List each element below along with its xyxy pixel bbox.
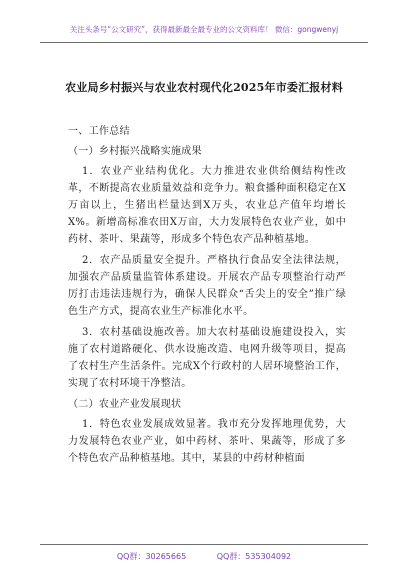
page-footer (40, 544, 368, 562)
section-heading-work-summary: 一、工作总结 (68, 126, 130, 137)
subsection-heading-industry-status: （二）农业产业发展现状 (68, 399, 182, 410)
paragraph-infrastructure: 3．农村基础设施改善。加大农村基础设施建设投入，实施了农村道路硬化、供水设施改造、电网升级等项目，提高了农村生产生活条件。完成X个行政村的人居环境整治工作，实现了农村环境干净整洁。 (68, 327, 346, 389)
footer-qq-group-2: QQ群：535304092 (216, 552, 292, 561)
document-title: 农业局乡村振兴与农业农村现代化2025年市委汇报材料 (65, 81, 343, 94)
document-body (68, 123, 346, 471)
header-notice: 关注头条号“公文研究”，获得最新最全最专业的公文资料库！ 微信：gongwenyj (69, 25, 339, 34)
footer-qq-group-1: QQ群：30265665 (116, 552, 187, 561)
paragraph-product-quality: 2．农产品质量安全提升。严格执行食品安全法律法规，加强农产品质量监管体系建设。开展农产品专项整治行动严厉打击违法违规行为，确保人民群众“舌尖上的安全”推广绿色生产方式，提高农业生产标准化水平。 (68, 255, 346, 317)
paragraph-industry-structure: 1．农业产业结构优化。大力推进农业供给侧结构性改革，不断提高农业质量效益和竞争力。粮食播种面积稳定在X万亩以上，生猪出栏量达到X万头，农业总产值年均增长X%。新增高标准农田X万亩，大力发展特色农业产业，如中药材、茶叶、果蔬等，形成多个特色农产品种植基地。 (68, 166, 346, 245)
page-header (40, 24, 368, 43)
paragraph-specialty-agriculture: 1．特色农业发展成效显著。我市充分发挥地理优势，大力发展特色农业产业，如中药材、茶叶、果蔬等，形成了多个特色农产品种植基地。其中，某县的中药材种植面 (68, 419, 346, 464)
subsection-heading-rural-revitalization: （一）乡村振兴战略实施成果 (68, 146, 202, 157)
